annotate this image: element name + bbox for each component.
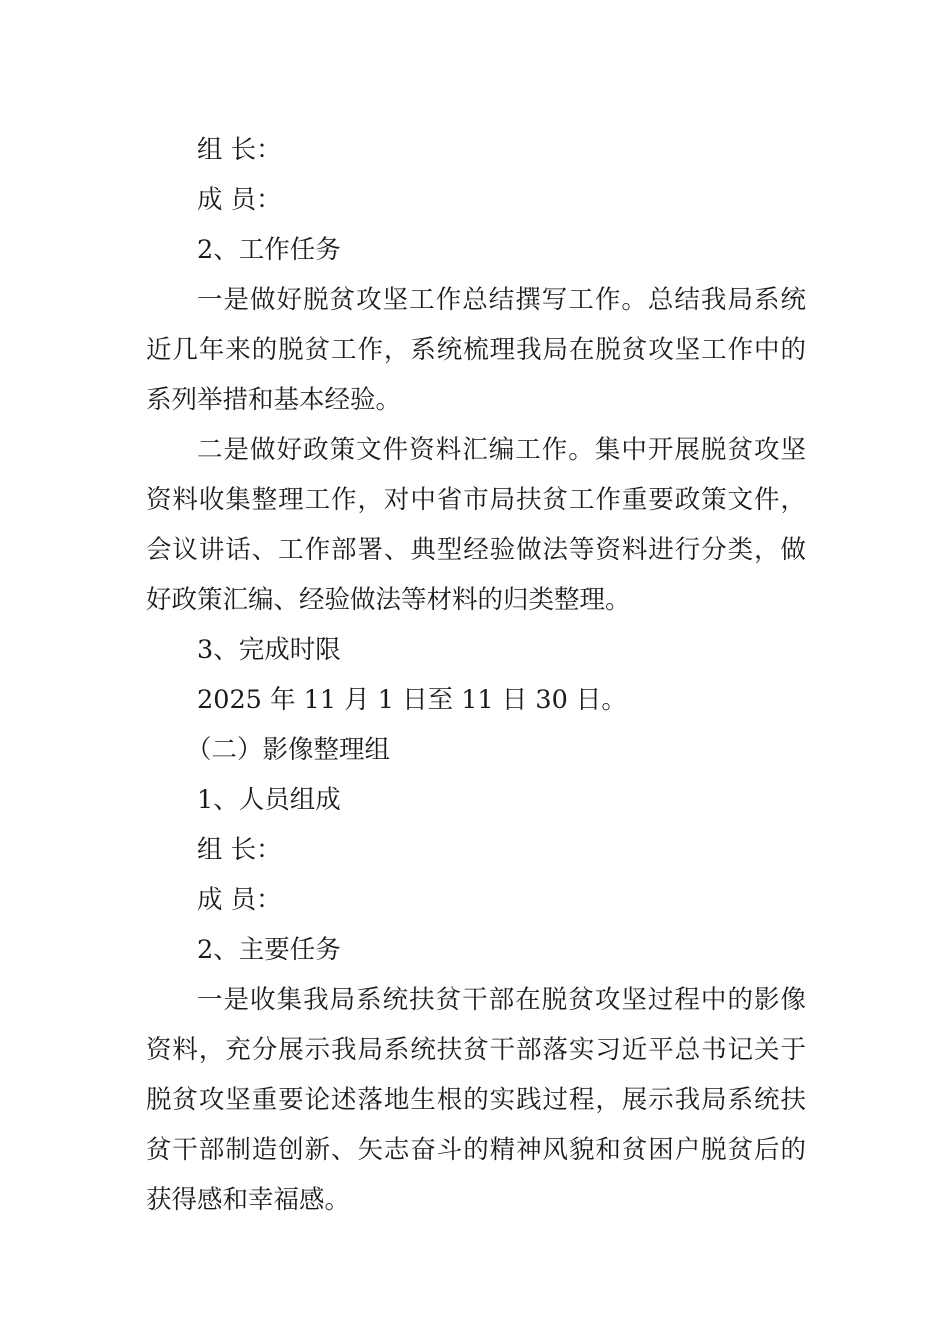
section-heading-work-tasks: 2、工作任务 — [197, 235, 341, 265]
section-heading-deadline: 3、完成时限 — [197, 635, 341, 665]
paragraph-image-task-one: 一是收集我局系统扶贫干部在脱贫攻坚过程中的影像资料，充分展示我局系统扶贫干部落实习近平总书记关于脱贫攻坚重要论述落地生根的实践过程，展示我局系统扶贫干部制造创新、矢志奋斗的精神风貌和贫困户脱贫后的获得感和幸福感。 — [146, 985, 806, 1215]
document-body — [146, 125, 806, 1225]
deadline-date-range: 2025 年 11 月 1 日至 11 日 30 日。 — [197, 685, 627, 715]
team-leader-line-2: 组 长： — [197, 835, 282, 865]
paragraph-task-one: 一是做好脱贫攻坚工作总结撰写工作。总结我局系统近几年来的脱贫工作，系统梳理我局在脱贫攻坚工作中的系列举措和基本经验。 — [146, 285, 806, 415]
section-heading-staffing: 1、人员组成 — [197, 785, 341, 815]
section-heading-image-team: （二）影像整理组 — [186, 735, 391, 765]
team-members-line-2: 成 员： — [197, 885, 282, 915]
team-leader-line: 组 长： — [197, 135, 282, 165]
paragraph-task-two: 二是做好政策文件资料汇编工作。集中开展脱贫攻坚资料收集整理工作，对中省市局扶贫工作重要政策文件，会议讲话、工作部署、典型经验做法等资料进行分类，做好政策汇编、经验做法等材料的归类整理。 — [146, 435, 806, 615]
section-heading-main-tasks: 2、主要任务 — [197, 935, 341, 965]
team-members-line: 成 员： — [197, 185, 282, 215]
